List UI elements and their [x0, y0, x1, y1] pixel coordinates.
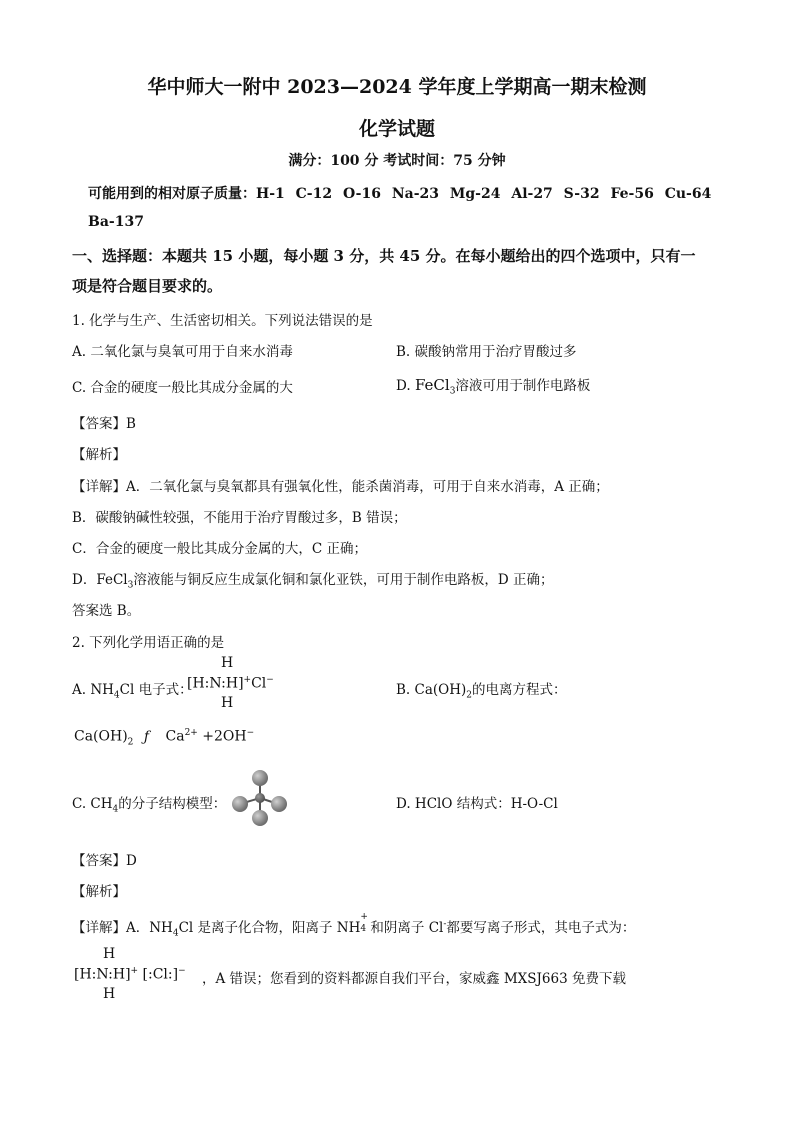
ch4-molecule-model [228, 768, 290, 830]
ed-bottom-h: H [103, 986, 116, 1002]
exam-title: 华中师大一附中 2023—2024 学年度上学期高一期末检测 [147, 76, 647, 98]
q2-analysis-label: 【解析】 [72, 884, 126, 900]
q2-stem: 2. 下列化学用语正确的是 [72, 635, 225, 651]
hydrogen-atom [271, 796, 287, 812]
q1-detail-3: C．合金的硬度一般比其成分金属的大，C 正确； [72, 541, 367, 557]
q2-b-equation: $Ca(OH)_2$ ƒ $Ca^{2+} +2OH^-$ [74, 728, 255, 748]
q2-detail-2: ，A 错误；您看到的资料都源自我们平台，家威鑫 MXSJ663 免费下载 [202, 971, 626, 987]
atomic-masses-line2: Ba-137 [88, 214, 144, 230]
q1-answer: 【答案】B [72, 416, 136, 432]
section-heading-line2: 项是符合题目要求的。 [72, 277, 223, 295]
hydrogen-atom [252, 810, 268, 826]
exam-subtitle: 化学试题 [358, 118, 435, 140]
ed-top-h: H [103, 946, 116, 962]
section-heading-line1: 一、选择题：本题共 15 小题，每小题 3 分，共 45 分。在每小题给出的四个选项中，只有一 [72, 247, 696, 265]
q2-option-a: A. $NH_4Cl$ 电子式： [72, 682, 193, 701]
q1-detail-2: B．碳酸钠碱性较强，不能用于治疗胃酸过多，B 错误； [72, 510, 407, 526]
q1-detail-4: D．FeCl$_3$溶液能与铜反应生成氯化铜和氯化亚铁，可用于制作电路板，D 正确； [72, 572, 554, 591]
q2-answer: 【答案】D [72, 853, 137, 869]
exam-meta: 满分：100 分 考试时间：75 分钟 [288, 153, 506, 169]
q1-analysis-label: 【解析】 [72, 447, 126, 463]
q1-option-d: D. FeCl$_3$溶液可用于制作电路板 [396, 376, 591, 397]
carbon-atom [255, 793, 265, 803]
hydrogen-atom [252, 770, 268, 786]
q1-detail-1: 【详解】A．二氧化氯与臭氧都具有强氧化性，能杀菌消毒，可用于自来水消毒，A 正确； [72, 479, 609, 495]
q2-detail-1: 【详解】A．$NH_4Cl$ 是离子化合物，阳离子 NH + 4 和阴离子 Cl-都要写离子形式，其电子式为： [72, 912, 636, 939]
q1-stem: 1. 化学与生产、生活密切相关。下列说法错误的是 [72, 313, 373, 329]
q1-detail-5: 答案选 B。 [72, 603, 141, 619]
q1-option-b: B. 碳酸钠常用于治疗胃酸过多 [396, 344, 577, 360]
atomic-masses-line1: 可能用到的相对原子质量：H-1 C-12 O-16 Na-23 Mg-24 Al-27 S-32 Fe-56 Cu-64 [88, 186, 712, 202]
q2-option-d: D. HClO 结构式：H-O-Cl [396, 796, 558, 812]
q1-option-c: C. 合金的硬度一般比其成分金属的大 [72, 380, 293, 396]
q2-a-bottom-h: H [221, 695, 234, 711]
q2-option-c: C. $CH_4$的分子结构模型： [72, 796, 227, 815]
q1-option-a: A. 二氧化氯与臭氧可用于自来水消毒 [72, 344, 293, 360]
q2-option-b: B. $Ca(OH)_2$的电离方程式： [396, 682, 567, 701]
hydrogen-atom [232, 796, 248, 812]
q2-a-top-h: H [221, 655, 234, 671]
